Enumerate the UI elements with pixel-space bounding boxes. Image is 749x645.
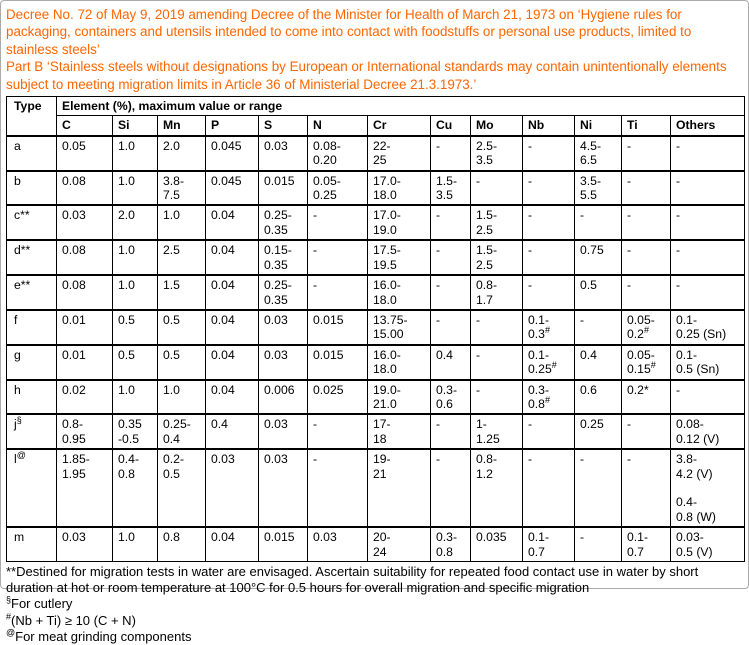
cell-nb: 0.3- 0.8# [523, 380, 575, 415]
cell-ti: - [622, 136, 671, 171]
cell-c: 0.02 [57, 380, 113, 415]
cell-p: 0.04 [206, 275, 259, 310]
table-row [7, 310, 745, 345]
cell-s: 0.03 [259, 310, 308, 345]
cell-si: 0.5 [113, 345, 158, 380]
cell-cr: 17.5- 19.5 [368, 240, 431, 275]
cell-mo: - [471, 310, 523, 345]
cell-mo: - [471, 345, 523, 380]
footnotes [6, 564, 742, 645]
cell-mn: 0.2- 0.5 [158, 449, 206, 527]
cell-n: - [308, 205, 368, 240]
column-header-n: N [308, 116, 368, 136]
cell-si: 1.0 [113, 171, 158, 206]
cell-ti: - [622, 449, 671, 527]
cell-ni: 3.5- 5.5 [575, 171, 622, 206]
cell-cr: 16.0- 18.0 [368, 275, 431, 310]
cell-ti: - [622, 171, 671, 206]
cell-p: 0.04 [206, 310, 259, 345]
cell-ni: 0.25 [575, 414, 622, 449]
footnote-line: **Destined for migration tests in water are envisaged. Ascertain suitability for repeated food contact use in water by short duration at hot or room temperature at 100°C for 0.5 hours for overall migration and specific migration [6, 564, 699, 596]
cell-mn: 2.0 [158, 136, 206, 171]
cell-others: - [671, 136, 745, 171]
group-header-row [7, 97, 745, 116]
cell-cr: 17- 18 [368, 414, 431, 449]
cell-mn: 1.0 [158, 205, 206, 240]
composition-table [6, 96, 745, 562]
table-row [7, 171, 745, 206]
cell-si: 0.5 [113, 310, 158, 345]
cell-n: 0.05- 0.25 [308, 171, 368, 206]
cell-cr: 19- 21 [368, 449, 431, 527]
cell-n: 0.015 [308, 310, 368, 345]
cell-cr: 17.0- 18.0 [368, 171, 431, 206]
cell-c: 0.03 [57, 527, 113, 561]
cell-ni: - [575, 449, 622, 527]
table-row [7, 240, 745, 275]
row-type-label: m [7, 527, 57, 561]
cell-nb: - [523, 205, 575, 240]
cell-s: 0.03 [259, 136, 308, 171]
cell-mn: 0.8 [158, 527, 206, 561]
cell-cu: - [431, 449, 471, 527]
cell-cu: - [431, 136, 471, 171]
cell-n: - [308, 240, 368, 275]
cell-mo: 1.5- 2.5 [471, 205, 523, 240]
type-column-header: Type [7, 97, 57, 136]
cell-mo: - [471, 171, 523, 206]
column-header-cr: Cr [368, 116, 431, 136]
cell-nb: - [523, 136, 575, 171]
cell-ni: 0.4 [575, 345, 622, 380]
cell-mo: - [471, 380, 523, 415]
table-row [7, 275, 745, 310]
footnote-line: #(Nb + Ti) ≥ 10 (C + N) [6, 611, 136, 628]
cell-mn: 1.5 [158, 275, 206, 310]
column-header-si: Si [113, 116, 158, 136]
column-header-mn: Mn [158, 116, 206, 136]
cell-c: 0.08 [57, 240, 113, 275]
cell-c: 0.01 [57, 310, 113, 345]
table-row [7, 380, 745, 415]
column-header-cu: Cu [431, 116, 471, 136]
column-header-c: C [57, 116, 113, 136]
cell-nb: - [523, 275, 575, 310]
cell-ti: - [622, 240, 671, 275]
cell-n: 0.025 [308, 380, 368, 415]
cell-si: 0.4- 0.8 [113, 449, 158, 527]
cell-others: 3.8- 4.2 (V) 0.4- 0.8 (W) [671, 449, 745, 527]
cell-si: 1.0 [113, 136, 158, 171]
cell-cr: 19.0- 21.0 [368, 380, 431, 415]
cell-mo: 0.8- 1.2 [471, 449, 523, 527]
cell-cu: - [431, 205, 471, 240]
table-row [7, 345, 745, 380]
cell-ni: 0.75 [575, 240, 622, 275]
cell-ti: - [622, 414, 671, 449]
cell-ti: - [622, 275, 671, 310]
cell-c: 0.08 [57, 171, 113, 206]
cell-s: 0.03 [259, 449, 308, 527]
document-header [6, 6, 742, 93]
row-type-label: c** [7, 205, 57, 240]
cell-cu: 0.3- 0.8 [431, 527, 471, 561]
column-header-mo: Mo [471, 116, 523, 136]
row-type-label: f [7, 310, 57, 345]
cell-mn: 0.25- 0.4 [158, 414, 206, 449]
row-type-label: g [7, 345, 57, 380]
cell-nb: 0.1- 0.3# [523, 310, 575, 345]
cell-others: 0.1- 0.25 (Sn) [671, 310, 745, 345]
cell-p: 0.04 [206, 240, 259, 275]
cell-c: 0.05 [57, 136, 113, 171]
cell-ti: - [622, 205, 671, 240]
cell-mn: 0.5 [158, 310, 206, 345]
cell-n: - [308, 275, 368, 310]
cell-p: 0.04 [206, 380, 259, 415]
cell-p: 0.04 [206, 527, 259, 561]
table-row [7, 527, 745, 561]
table-row [7, 449, 745, 527]
cell-c: 0.03 [57, 205, 113, 240]
column-header-others: Others [671, 116, 745, 136]
cell-cr: 22- 25 [368, 136, 431, 171]
cell-n: 0.08- 0.20 [308, 136, 368, 171]
cell-cu: - [431, 275, 471, 310]
cell-mo: 1.5- 2.5 [471, 240, 523, 275]
cell-others: 0.03- 0.5 (V) [671, 527, 745, 561]
row-type-label: h [7, 380, 57, 415]
cell-cu: 0.4 [431, 345, 471, 380]
cell-nb: - [523, 240, 575, 275]
cell-others: - [671, 275, 745, 310]
cell-mo: 1- 1.25 [471, 414, 523, 449]
cell-ni: 0.5 [575, 275, 622, 310]
row-type-label: b [7, 171, 57, 206]
cell-cu: - [431, 310, 471, 345]
table-row [7, 205, 745, 240]
cell-mo: 0.8- 1.7 [471, 275, 523, 310]
cell-mo: 2.5- 3.5 [471, 136, 523, 171]
row-type-label: e** [7, 275, 57, 310]
row-type-label: j§ [7, 414, 57, 449]
cell-cu: 1.5- 3.5 [431, 171, 471, 206]
cell-n: 0.03 [308, 527, 368, 561]
cell-others: 0.1- 0.5 (Sn) [671, 345, 745, 380]
cell-p: 0.045 [206, 171, 259, 206]
cell-ni: - [575, 310, 622, 345]
cell-c: 0.01 [57, 345, 113, 380]
cell-si: 1.0 [113, 240, 158, 275]
cell-s: 0.25- 0.35 [259, 275, 308, 310]
column-header-row [7, 116, 745, 136]
cell-s: 0.006 [259, 380, 308, 415]
cell-mn: 1.0 [158, 380, 206, 415]
cell-c: 0.8- 0.95 [57, 414, 113, 449]
cell-ni: - [575, 205, 622, 240]
footnote-line: @For meat grinding components [6, 627, 192, 644]
cell-si: 0.35 -0.5 [113, 414, 158, 449]
cell-cu: 0.3- 0.6 [431, 380, 471, 415]
row-type-label: d** [7, 240, 57, 275]
cell-others: - [671, 205, 745, 240]
cell-p: 0.03 [206, 449, 259, 527]
cell-s: 0.25- 0.35 [259, 205, 308, 240]
column-header-s: S [259, 116, 308, 136]
cell-n: - [308, 449, 368, 527]
cell-si: 1.0 [113, 527, 158, 561]
cell-others: 0.08- 0.12 (V) [671, 414, 745, 449]
cell-c: 1.85- 1.95 [57, 449, 113, 527]
element-group-header: Element (%), maximum value or range [57, 97, 745, 116]
cell-ni: - [575, 527, 622, 561]
cell-ni: 0.6 [575, 380, 622, 415]
row-type-label: a [7, 136, 57, 171]
table-row [7, 414, 745, 449]
row-type-label: l@ [7, 449, 57, 527]
cell-nb: - [523, 171, 575, 206]
cell-p: 0.04 [206, 205, 259, 240]
cell-si: 2.0 [113, 205, 158, 240]
column-header-ni: Ni [575, 116, 622, 136]
cell-cu: - [431, 414, 471, 449]
cell-mn: 2.5 [158, 240, 206, 275]
cell-p: 0.04 [206, 345, 259, 380]
cell-cr: 17.0- 19.0 [368, 205, 431, 240]
cell-nb: - [523, 449, 575, 527]
cell-ni: 4.5- 6.5 [575, 136, 622, 171]
table-row [7, 136, 745, 171]
cell-si: 1.0 [113, 380, 158, 415]
cell-s: 0.03 [259, 345, 308, 380]
cell-ti: 0.05- 0.15# [622, 345, 671, 380]
cell-p: 0.045 [206, 136, 259, 171]
cell-ti: 0.05- 0.2# [622, 310, 671, 345]
cell-mn: 3.8- 7.5 [158, 171, 206, 206]
cell-cr: 13.75- 15.00 [368, 310, 431, 345]
footnote-line: §For cutlery [6, 595, 73, 612]
cell-n: 0.015 [308, 345, 368, 380]
cell-others: - [671, 240, 745, 275]
cell-others: - [671, 380, 745, 415]
cell-nb: 0.1- 0.7 [523, 527, 575, 561]
part-b-note: Part B ‘Stainless steels without designations by European or International standards may contain unintentionally elements subject to meeting migration limits in Article 36 of Ministerial Decree 21.3.1973.’ [6, 59, 727, 92]
cell-ti: 0.1- 0.7 [622, 527, 671, 561]
cell-cr: 16.0- 18.0 [368, 345, 431, 380]
column-header-p: P [206, 116, 259, 136]
cell-nb: 0.1- 0.25# [523, 345, 575, 380]
cell-nb: - [523, 414, 575, 449]
cell-n: - [308, 414, 368, 449]
cell-s: 0.15- 0.35 [259, 240, 308, 275]
cell-si: 1.0 [113, 275, 158, 310]
cell-s: 0.03 [259, 414, 308, 449]
cell-others: - [671, 171, 745, 206]
cell-p: 0.4 [206, 414, 259, 449]
cell-mn: 0.5 [158, 345, 206, 380]
column-header-ti: Ti [622, 116, 671, 136]
cell-cr: 20- 24 [368, 527, 431, 561]
cell-s: 0.015 [259, 527, 308, 561]
decree-title: Decree No. 72 of May 9, 2019 amending Decree of the Minister for Health of March 21, 1973 on ‘Hygiene rules for packaging, containers and utensils intended to come into contact with foodstuffs or personal use products, limited to stainless steels’ [6, 7, 692, 57]
cell-cu: - [431, 240, 471, 275]
cell-ti: 0.2* [622, 380, 671, 415]
cell-c: 0.08 [57, 275, 113, 310]
cell-mo: 0.035 [471, 527, 523, 561]
cell-s: 0.015 [259, 171, 308, 206]
column-header-nb: Nb [523, 116, 575, 136]
